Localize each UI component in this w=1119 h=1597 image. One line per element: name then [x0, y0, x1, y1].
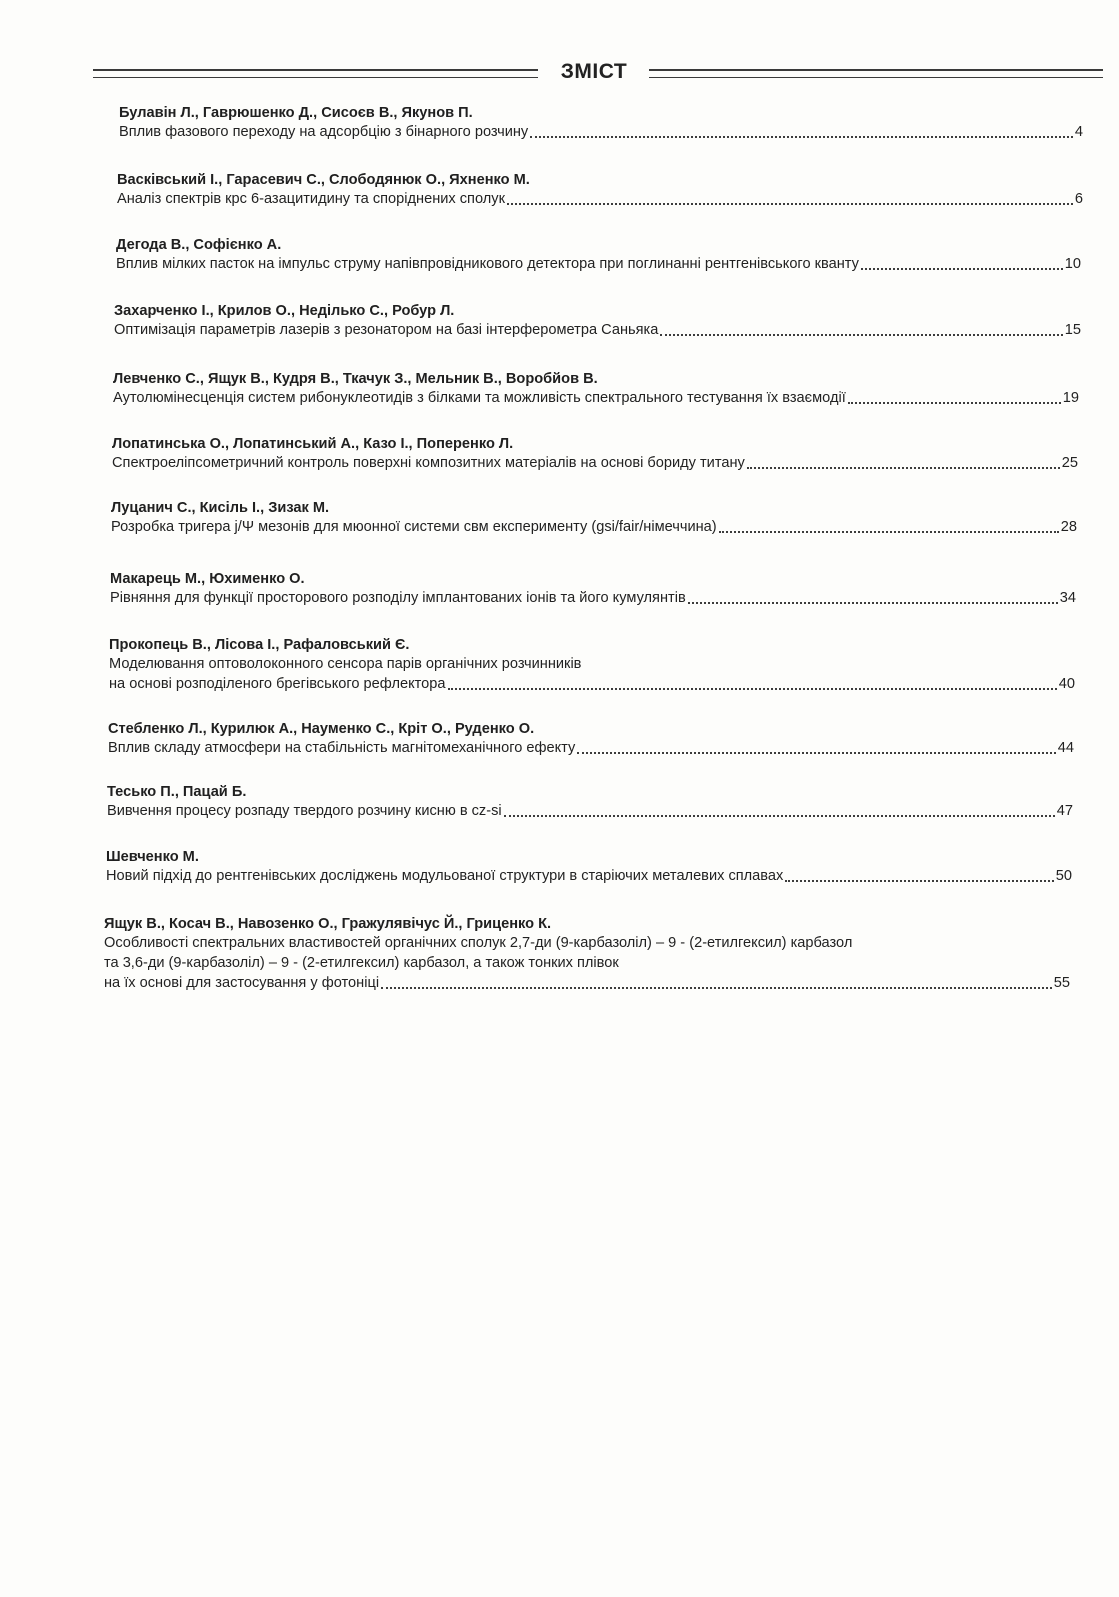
entry-page-number: 4: [1074, 124, 1083, 140]
entry-title-part: Особливості спектральних властивостей органічних сполук 2,7-ди (9-карбазоліл) – 9 - (2-етилгексил) карбазол: [104, 935, 853, 951]
entry-title: на їх основі для застосування у фотоніці: [104, 975, 380, 991]
dot-leader: [507, 203, 1073, 205]
entry-title: Вплив складу атмосфери на стабільність магнітомеханічного ефекту: [108, 740, 576, 756]
entry-title: Спектроеліпсометричний контроль поверхні композитних матеріалів на основі бориду титану: [112, 455, 745, 471]
toc-entry[interactable]: [110, 570, 1076, 608]
toc-entry[interactable]: [106, 848, 1072, 886]
entry-title-line: [114, 320, 1081, 340]
header-rule-left: [93, 69, 538, 78]
dot-leader: [530, 136, 1073, 138]
entry-page-number: 47: [1056, 803, 1073, 819]
toc-entry[interactable]: [109, 636, 1075, 694]
header-rule-right: [649, 69, 1103, 78]
entry-authors: Левченко С., Ящук В., Кудря В., Ткачук З., Мельник В., Воробйов В.: [113, 371, 598, 387]
dot-leader: [785, 880, 1053, 882]
entry-title-line: [111, 517, 1077, 537]
entry-page-number: 44: [1057, 740, 1074, 756]
entry-title: Вплив фазового переходу на адсорбцію з бінарного розчину: [119, 124, 529, 140]
entry-title: Аутолюмінесценція систем рибонуклеотидів з білками та можливість спектрального тестування їх взаємодії: [113, 390, 846, 406]
dot-leader: [848, 402, 1061, 404]
toc-entry[interactable]: [116, 236, 1081, 274]
entry-title: на основі розподіленого брегівського рефлектора: [109, 676, 446, 692]
entry-authors: Тесько П., Пацай Б.: [107, 784, 247, 800]
entry-authors: Булавін Л., Гаврюшенко Д., Сисоєв В., Якунов П.: [119, 105, 473, 121]
toc-entry[interactable]: [108, 720, 1074, 758]
entry-authors: Стебленко Л., Курилюк А., Науменко С., Кріт О., Руденко О.: [108, 721, 535, 737]
entry-title-line: [117, 189, 1083, 209]
toc-entry[interactable]: [117, 171, 1083, 209]
dot-leader: [660, 334, 1062, 336]
entry-authors: Захарченко І., Крилов О., Неділько С., Робур Л.: [114, 303, 455, 319]
entry-title: Вивчення процесу розпаду твердого розчину кисню в cz-si: [107, 803, 502, 819]
toc-entry[interactable]: [113, 370, 1079, 408]
entry-title-line: [113, 388, 1079, 408]
entry-title-line: [116, 254, 1081, 274]
entry-authors: Прокопець В., Лісова І., Рафаловський Є.: [109, 637, 410, 653]
entry-authors: Луцанич С., Кисіль І., Зизак М.: [111, 500, 330, 516]
entry-authors: Дегода В., Софієнко А.: [116, 237, 282, 253]
entry-authors: Макарець М., Юхименко О.: [110, 571, 305, 587]
toc-entry[interactable]: [112, 435, 1078, 473]
dot-leader: [448, 688, 1057, 690]
entry-title: Аналіз спектрів крс 6-азацитидину та споріднених сполук: [117, 191, 505, 207]
toc-entry[interactable]: [114, 302, 1081, 340]
entry-title-line: [110, 588, 1076, 608]
entry-title-line: [107, 801, 1073, 821]
entry-page-number: 40: [1058, 676, 1075, 692]
entry-page-number: 15: [1064, 322, 1081, 338]
entry-page-number: 28: [1060, 519, 1077, 535]
entry-authors: Лопатинська О., Лопатинський А., Казо І., Поперенко Л.: [112, 436, 514, 452]
entry-title: Новий підхід до рентгенівських досліджень модульованої структури в старіючих металевих сплавах: [106, 868, 784, 884]
entry-authors: Васківський І., Гарасевич С., Слободянюк О., Яхненко М.: [117, 172, 530, 188]
entry-title-line: [109, 674, 1075, 694]
entry-title-line: [104, 973, 1070, 993]
entry-page-number: 6: [1074, 191, 1083, 207]
entry-page-number: 25: [1061, 455, 1078, 471]
entry-page-number: 50: [1055, 868, 1072, 884]
entry-title-line: [108, 738, 1074, 758]
toc-header: [93, 62, 1103, 86]
entry-page-number: 34: [1059, 590, 1076, 606]
dot-leader: [577, 752, 1055, 754]
toc-entry[interactable]: [107, 783, 1073, 821]
page-title: ЗМІСТ: [560, 60, 628, 83]
dot-leader: [504, 815, 1055, 817]
entry-page-number: 10: [1064, 256, 1081, 272]
toc-entry[interactable]: [104, 915, 1070, 993]
toc-entry[interactable]: [119, 104, 1083, 142]
dot-leader: [719, 531, 1059, 533]
entry-authors: Шевченко М.: [106, 849, 199, 865]
dot-leader: [747, 467, 1060, 469]
dot-leader: [381, 987, 1052, 989]
entry-title-part: Моделювання оптоволоконного сенсора парів органічних розчинників: [109, 656, 582, 672]
entry-title: Вплив мілких пасток на імпульс струму напівпровідникового детектора при поглинанні рентгенівського кванту: [116, 256, 859, 272]
entry-title-part: та 3,6-ди (9-карбазоліл) – 9 - (2-етилгексил) карбазол, а також тонких плівок: [104, 955, 619, 971]
entry-title: Оптимізація параметрів лазерів з резонатором на базі інтерферометра Саньяка: [114, 322, 659, 338]
entry-title: Рівняння для функції просторового розподілу імплантованих іонів та його кумулянтів: [110, 590, 686, 606]
entry-title: Розробка тригера j/Ψ мезонів для мюонної системи свм експерименту (gsi/fair/німеччина): [111, 519, 717, 535]
dot-leader: [861, 268, 1063, 270]
entry-title-line: [119, 122, 1083, 142]
dot-leader: [688, 602, 1058, 604]
entry-title-line: [112, 453, 1078, 473]
entry-authors: Ящук В., Косач В., Навозенко О., Гражулявічус Й., Гриценко К.: [104, 916, 552, 932]
entry-title-line: [106, 866, 1072, 886]
entry-page-number: 55: [1053, 975, 1070, 991]
entry-page-number: 19: [1062, 390, 1079, 406]
toc-entry[interactable]: [111, 499, 1077, 537]
